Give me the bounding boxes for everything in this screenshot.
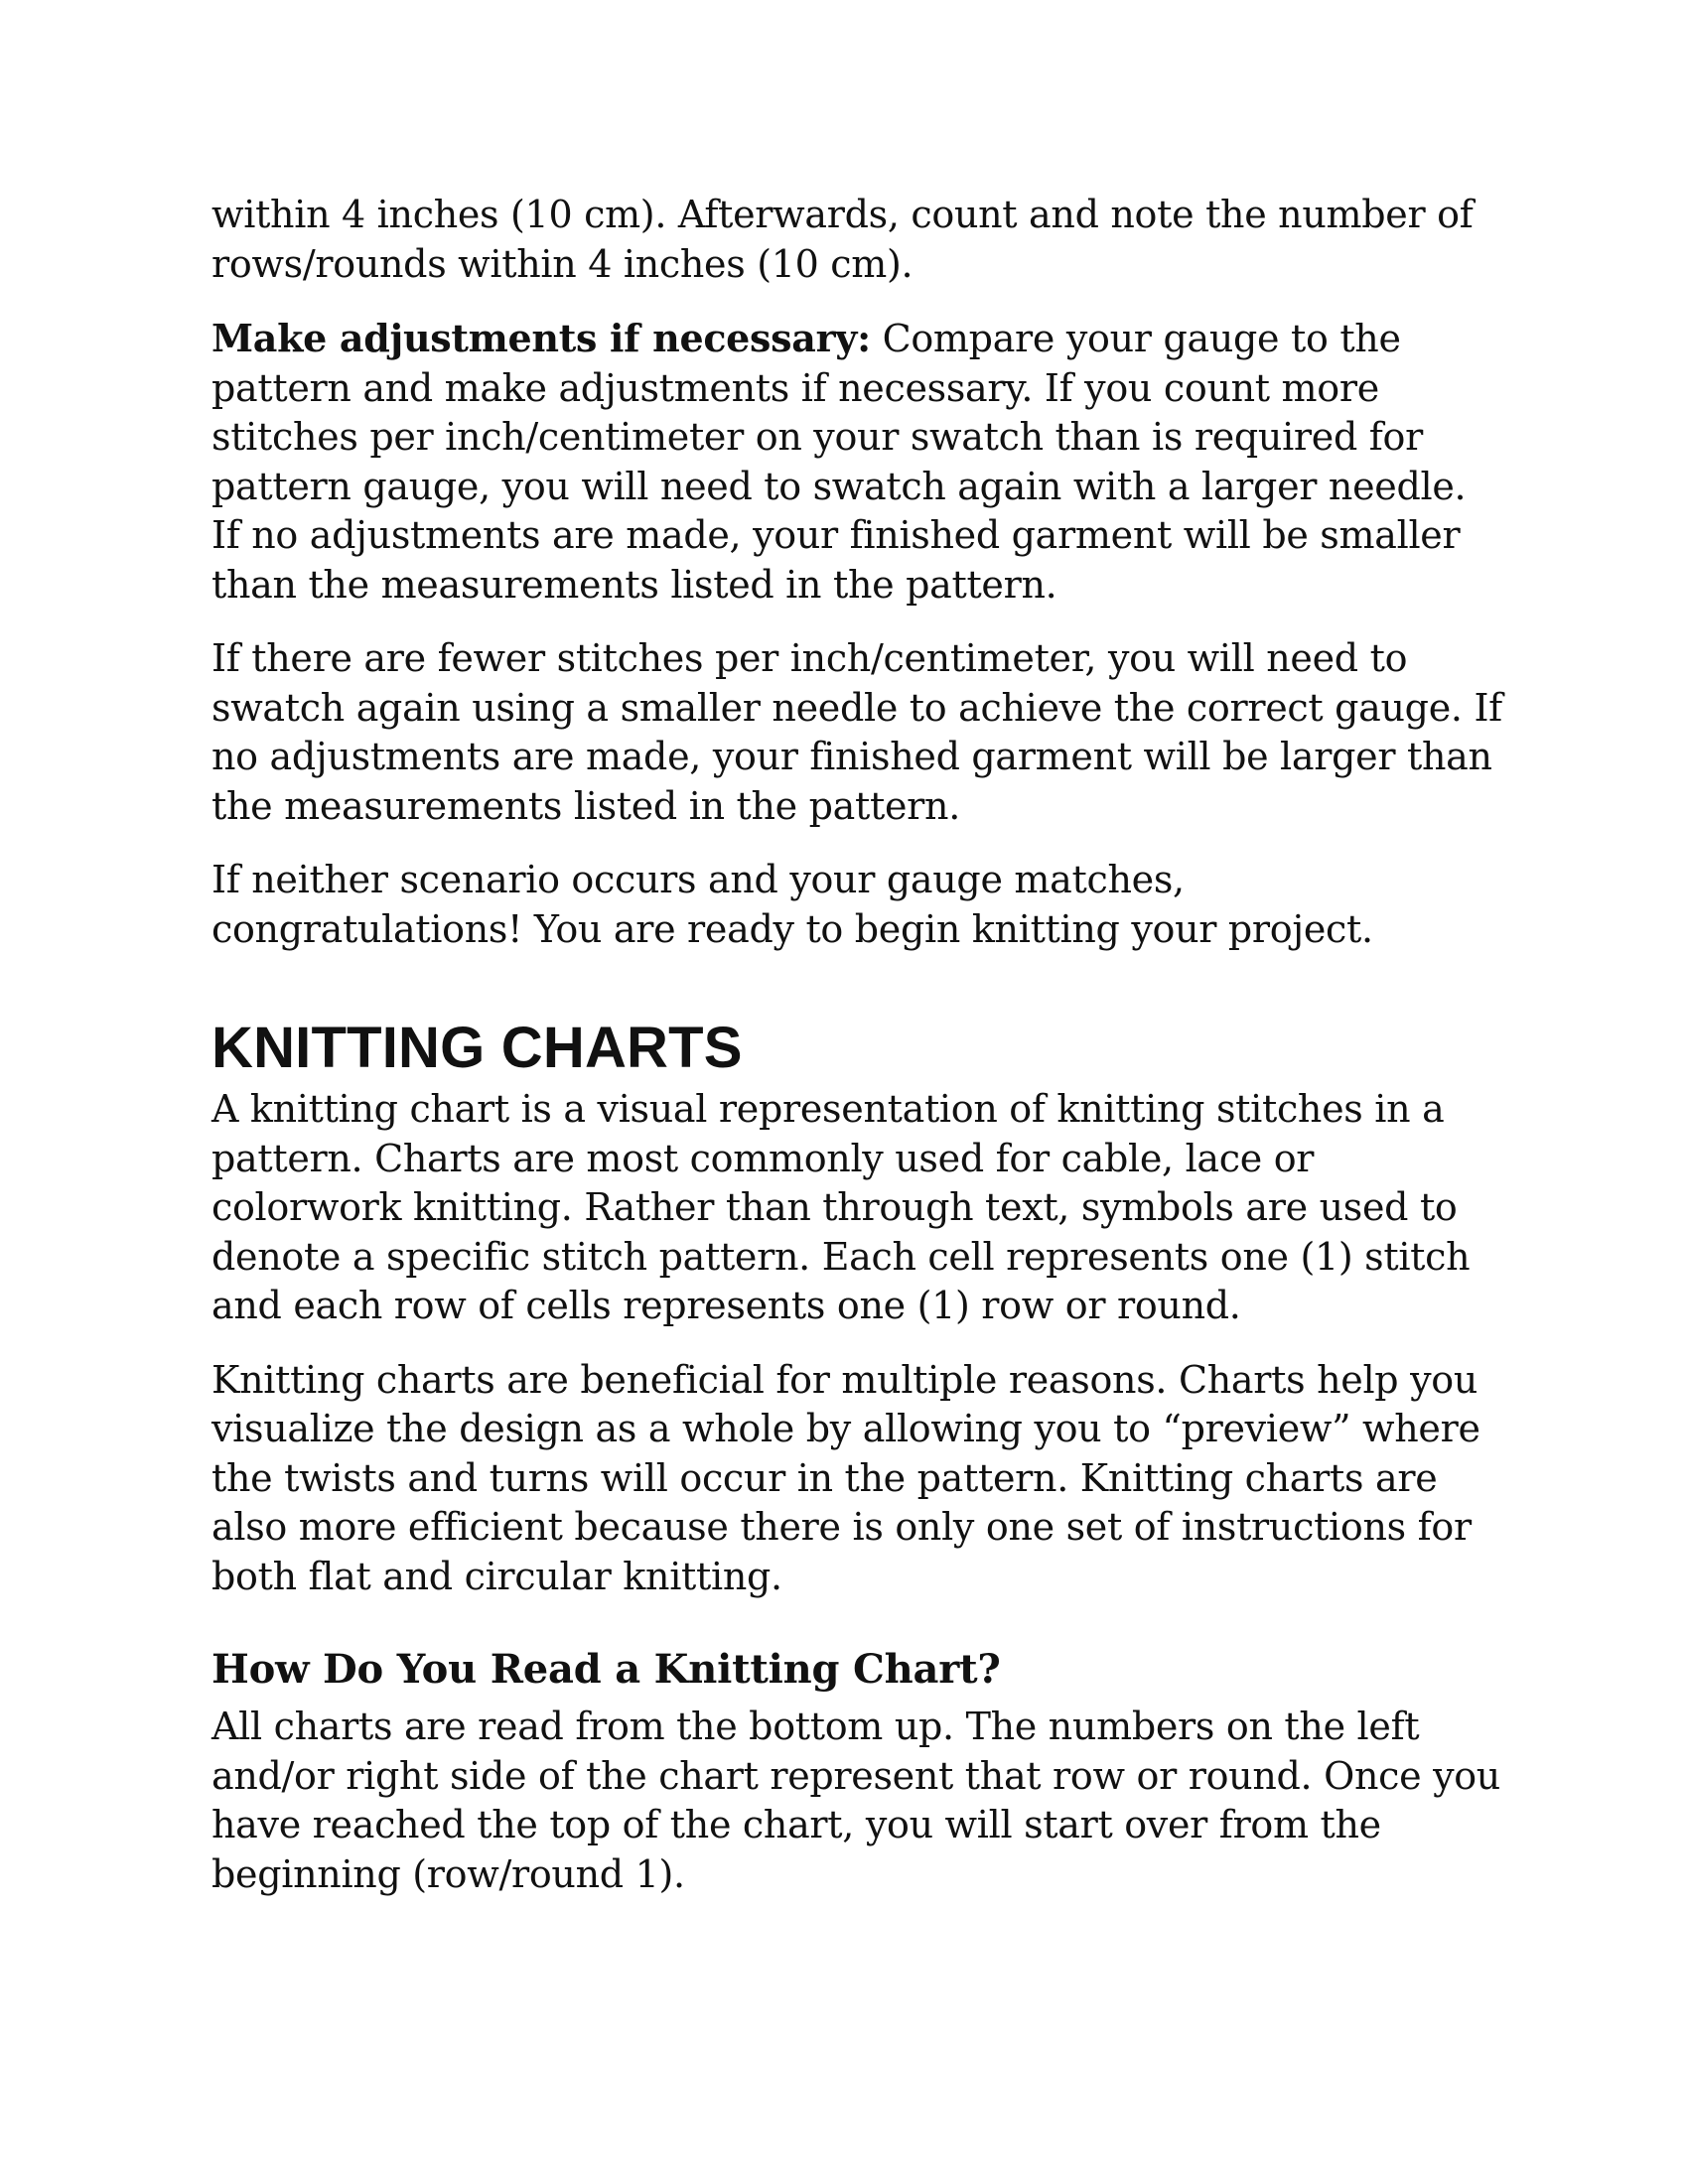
read-chart-paragraph: All charts are read from the bottom up. The numbers on the left and/or right side of the chart represent that row or round. Once you have reached the top of the chart, you will start over from the beginning (row/round 1). [211, 1705, 1500, 1896]
document-page [211, 191, 1502, 1924]
gauge-matches-paragraph: If neither scenario occurs and your gauge matches, congratulations! You are ready to begin knitting your project. [211, 858, 1373, 951]
chart-benefits-paragraph: Knitting charts are beneficial for multiple reasons. Charts help you visualize the design as a whole by allowing you to “preview” where the twists and turns will occur in the pattern. Knitting charts are also more efficient because there is only one set of instructions for both flat and circular knitting. [211, 1357, 1480, 1598]
gauge-continuation-paragraph: within 4 inches (10 cm). Afterwards, count and note the number of rows/rounds within 4 inches (10 cm). [211, 193, 1474, 286]
adjustments-paragraph [211, 314, 1502, 610]
adjustments-text: Compare your gauge to the pattern and make adjustments if necessary. If you count more stitches per inch/centimeter on your swatch than is required for pattern gauge, you will need to swatch again with a larger needle. If no adjustments are made, your finished garment will be smaller than the measurements listed in the pattern. [211, 317, 1467, 607]
fewer-stitches-paragraph: If there are fewer stitches per inch/centimeter, you will need to swatch again using a smaller needle to achieve the correct gauge. If no adjustments are made, your finished garment will be larger than the measurements listed in the pattern. [211, 636, 1502, 828]
chart-definition-paragraph: A knitting chart is a visual representation of knitting stitches in a pattern. Charts are most commonly used for cable, lace or colorwork knitting. Rather than through text, symbols are used to denote a specific stitch pattern. Each cell represents one (1) stitch and each row of cells represents one (1) row or round. [211, 1087, 1471, 1327]
adjustments-lead: Make adjustments if necessary: [211, 316, 871, 360]
read-chart-heading: How Do You Read a Knitting Chart? [211, 1646, 1001, 1693]
knitting-charts-heading: KNITTING CHARTS [211, 1016, 743, 1080]
